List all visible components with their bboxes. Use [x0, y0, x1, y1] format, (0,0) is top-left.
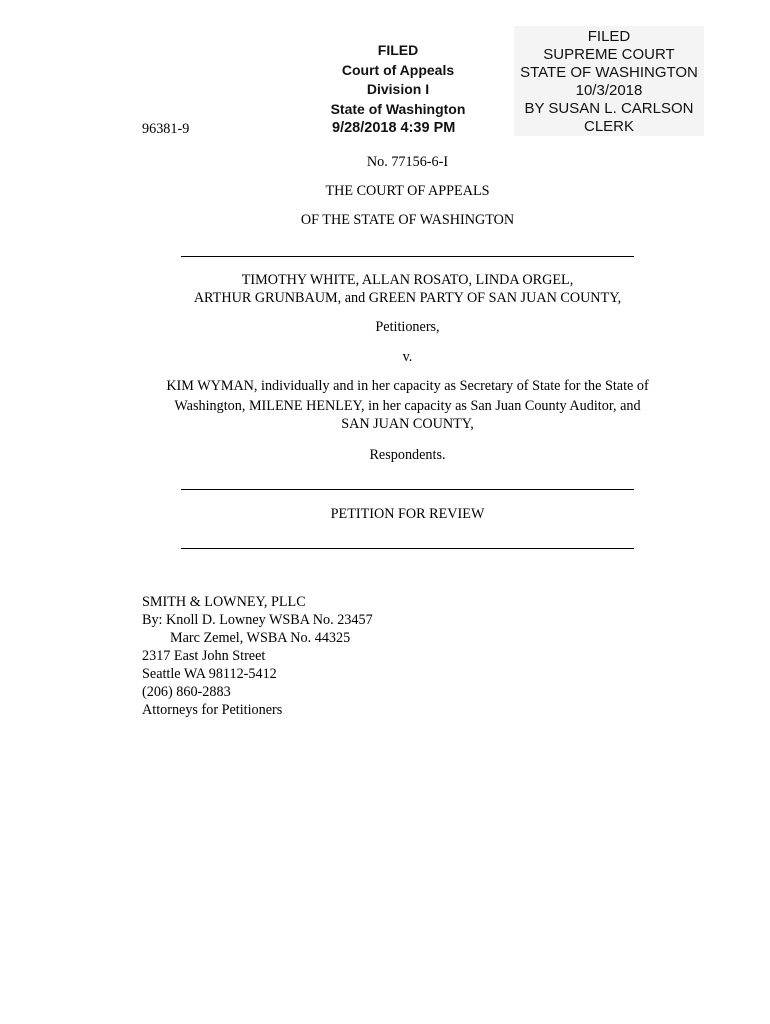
- supreme-court-filed-stamp: [514, 26, 704, 136]
- versus: v.: [402, 349, 413, 365]
- court-name-line-2: OF THE STATE OF WASHINGTON: [300, 212, 515, 228]
- counsel-attorney-2: Marc Zemel, WSBA No. 44325: [170, 630, 351, 646]
- counsel-role: Attorneys for Petitioners: [142, 702, 283, 718]
- counsel-street: 2317 East John Street: [142, 648, 266, 664]
- counsel-city: Seattle WA 98112-5412: [142, 666, 277, 682]
- stamp-state: STATE OF WASHINGTON: [520, 64, 698, 81]
- stamp-state: State of Washington: [330, 100, 466, 117]
- respondents-label: Respondents.: [369, 447, 446, 463]
- counsel-phone: (206) 860-2883: [142, 684, 231, 700]
- respondents-line-1: KIM WYMAN, individually and in her capacity as Secretary of State for the State of: [166, 378, 649, 394]
- stamp-court-name: Court of Appeals: [341, 61, 455, 78]
- stamp-filed-date: 10/3/2018: [575, 82, 643, 99]
- stamp-clerk-name: BY SUSAN L. CARLSON: [524, 100, 694, 117]
- stamp-clerk-title: CLERK: [583, 118, 635, 135]
- petitioners-label: Petitioners,: [375, 319, 440, 335]
- stamp-court-name: SUPREME COURT: [543, 46, 675, 63]
- respondents-line-3: SAN JUAN COUNTY,: [341, 416, 474, 432]
- stamp-division: Division I: [366, 81, 430, 98]
- counsel-attorney-1: By: Knoll D. Lowney WSBA No. 23457: [142, 612, 373, 628]
- stamp-filed-datetime: 9/28/2018 4:39 PM: [332, 120, 456, 137]
- court-of-appeals-filed-stamp: [310, 41, 486, 139]
- divider-rule-middle: [181, 489, 634, 490]
- court-name-line-1: THE COURT OF APPEALS: [325, 183, 490, 199]
- divider-rule-top: [181, 256, 634, 257]
- supreme-court-case-number: 96381-9: [142, 121, 190, 137]
- respondents-line-2: Washington, MILENE HENLEY, in her capacity as San Juan County Auditor, and: [174, 398, 641, 414]
- petitioners-line-2: ARTHUR GRUNBAUM, and GREEN PARTY OF SAN JUAN COUNTY,: [193, 290, 622, 306]
- case-number: No. 77156-6-I: [366, 154, 449, 170]
- counsel-firm: SMITH & LOWNEY, PLLC: [142, 594, 306, 610]
- stamp-filed-label: FILED: [587, 28, 631, 45]
- document-title: PETITION FOR REVIEW: [330, 506, 485, 522]
- divider-rule-bottom: [181, 548, 634, 549]
- petitioners-line-1: TIMOTHY WHITE, ALLAN ROSATO, LINDA ORGEL,: [241, 272, 574, 288]
- stamp-filed-label: FILED: [377, 42, 419, 58]
